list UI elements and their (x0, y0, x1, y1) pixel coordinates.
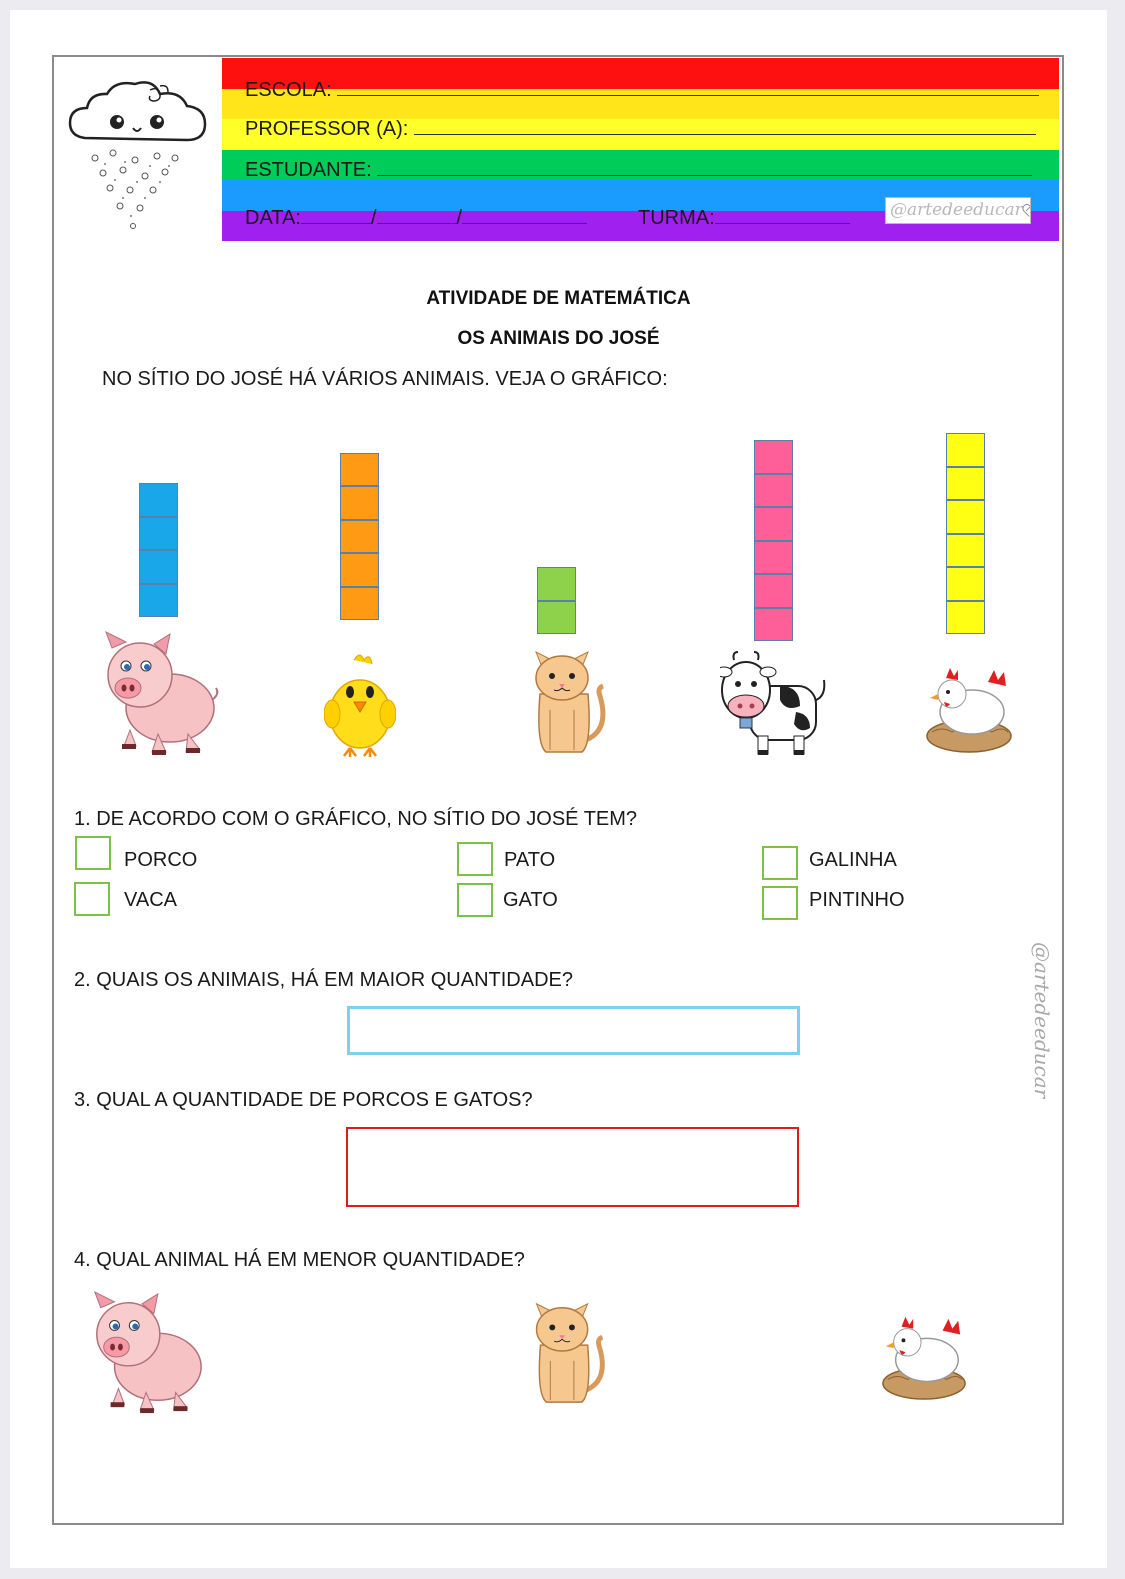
side-watermark-text: @artedeeducar (1030, 942, 1054, 1099)
option-pintinho-label: PINTINHO (809, 889, 905, 911)
answer-box-q3[interactable] (346, 1127, 799, 1207)
pig-icon (100, 630, 220, 760)
bar-cell-pintinho-3 (340, 520, 379, 554)
turma-line[interactable] (715, 209, 850, 224)
checkbox-pato[interactable] (457, 842, 493, 876)
data-label: DATA: (245, 207, 301, 229)
bar-cell-porco-3 (139, 517, 178, 551)
chick-icon (324, 652, 396, 758)
checkbox-galinha[interactable] (762, 846, 798, 880)
bar-cell-pintinho-5 (340, 453, 379, 487)
checkbox-gato[interactable] (457, 883, 493, 917)
watermark-badge (885, 197, 1031, 224)
option-pato-label: PATO (504, 849, 556, 871)
bar-cell-galinha-1 (946, 601, 985, 635)
escola-field[interactable] (245, 79, 1039, 102)
bar-cell-vaca-6 (754, 440, 793, 474)
watermark-text: @artedeeducar (890, 200, 1023, 220)
question-1: 1. DE ACORDO COM O GRÁFICO, NO SÍTIO DO JOSÉ TEM? (74, 808, 638, 830)
question-2: 2. QUAIS OS ANIMAIS, HÁ EM MAIOR QUANTIDADE? (74, 969, 573, 991)
bar-cell-galinha-3 (946, 534, 985, 568)
bar-cell-galinha-5 (946, 467, 985, 501)
bar-cell-gato-1 (537, 601, 576, 635)
professor-line[interactable] (414, 120, 1036, 135)
estudante-field[interactable] (245, 159, 1032, 182)
subject-title: OS ANIMAIS DO JOSÉ (457, 328, 660, 349)
escola-label: ESCOLA: (245, 79, 332, 101)
escola-line[interactable] (337, 81, 1039, 96)
bar-cell-vaca-1 (754, 608, 793, 642)
cat-answer-icon[interactable] (526, 1292, 610, 1408)
pig-answer-icon[interactable] (88, 1290, 208, 1418)
bar-cell-gato-2 (537, 567, 576, 601)
professor-field[interactable] (245, 118, 1036, 141)
turma-field[interactable] (638, 207, 850, 230)
turma-label: TURMA: (638, 207, 715, 229)
bar-cell-vaca-4 (754, 507, 793, 541)
cat-icon (526, 640, 610, 758)
bar-cell-galinha-6 (946, 433, 985, 467)
intro-text: NO SÍTIO DO JOSÉ HÁ VÁRIOS ANIMAIS. VEJA O GRÁFICO: (102, 368, 668, 390)
professor-label: PROFESSOR (A): (245, 118, 409, 140)
checkbox-vaca[interactable] (74, 882, 110, 916)
bar-cell-porco-1 (139, 584, 178, 618)
bar-cell-vaca-5 (754, 474, 793, 508)
estudante-line[interactable] (377, 161, 1032, 176)
estudante-label: ESTUDANTE: (245, 159, 372, 181)
data-field[interactable]: DATA: / / (245, 207, 587, 230)
cow-icon (720, 650, 832, 758)
checkbox-pintinho[interactable] (762, 886, 798, 920)
bar-cell-pintinho-1 (340, 587, 379, 621)
data-month-line[interactable] (377, 209, 457, 224)
bar-cell-vaca-2 (754, 574, 793, 608)
heart-icon (1023, 204, 1031, 218)
option-galinha-label: GALINHA (809, 849, 897, 871)
hen-icon (924, 660, 1014, 756)
question-4: 4. QUAL ANIMAL HÁ EM MENOR QUANTIDADE? (74, 1249, 525, 1271)
bar-cell-vaca-3 (754, 541, 793, 575)
option-gato-label: GATO (503, 889, 558, 911)
bar-cell-galinha-2 (946, 567, 985, 601)
hen-answer-icon[interactable] (880, 1308, 968, 1404)
bar-cell-galinha-4 (946, 500, 985, 534)
question-3: 3. QUAL A QUANTIDADE DE PORCOS E GATOS? (74, 1089, 533, 1111)
bar-cell-porco-4 (139, 483, 178, 517)
option-porco-label: PORCO (124, 849, 198, 871)
side-watermark (1022, 942, 1058, 1120)
answer-box-q2[interactable] (347, 1006, 800, 1055)
data-day-line[interactable] (301, 209, 371, 224)
activity-title: ATIVIDADE DE MATEMÁTICA (426, 288, 691, 309)
bar-cell-pintinho-2 (340, 553, 379, 587)
option-vaca-label: VACA (124, 889, 177, 911)
data-year-line[interactable] (462, 209, 587, 224)
checkbox-porco[interactable] (75, 836, 111, 870)
bar-cell-pintinho-4 (340, 486, 379, 520)
cloud-icon (65, 78, 210, 243)
bar-cell-porco-2 (139, 550, 178, 584)
